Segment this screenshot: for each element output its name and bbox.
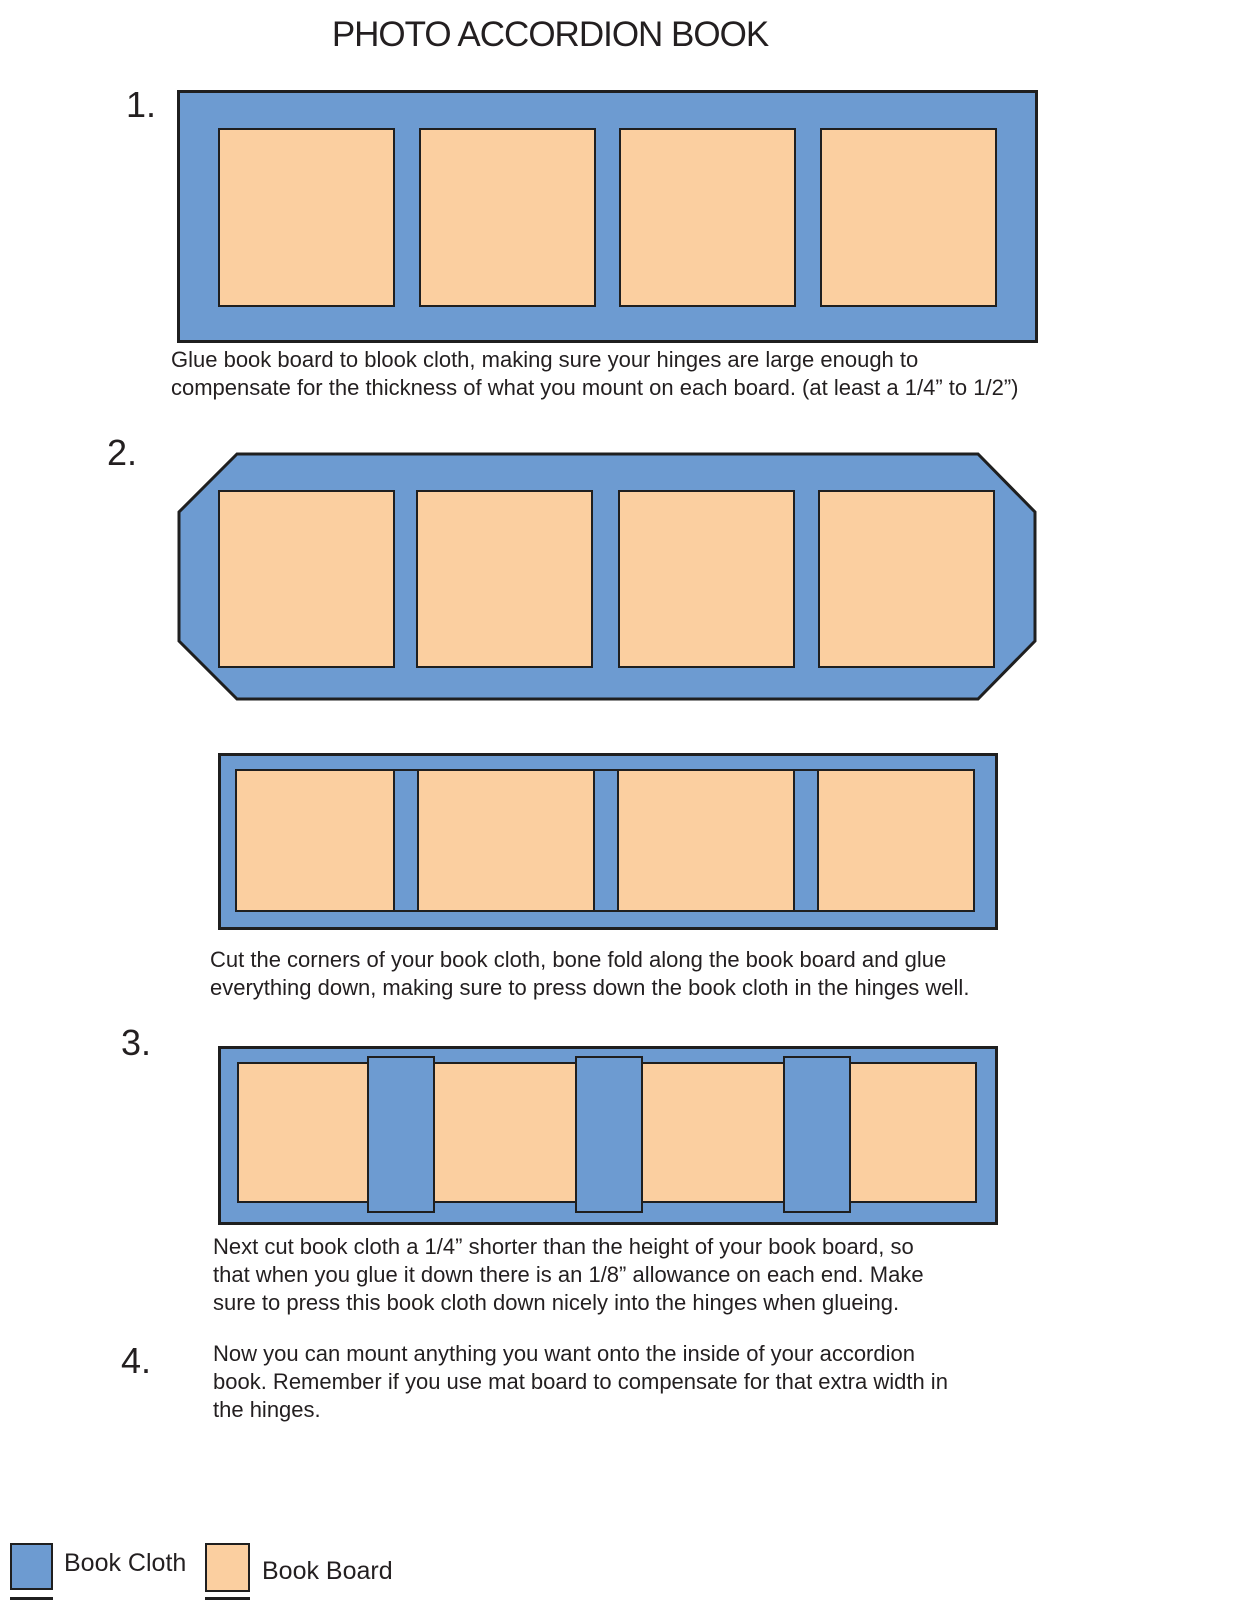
book-board (818, 490, 995, 668)
step-4-number: 4. (121, 1340, 152, 1381)
step-4-caption (213, 1340, 948, 1424)
caption-line: that when you glue it down there is an 1/8” allowance on each end. Make (213, 1262, 924, 1287)
step-3-caption (213, 1233, 924, 1317)
step-2-caption (210, 946, 969, 1002)
book-board (817, 769, 975, 912)
hinge-cloth-strip (575, 1056, 643, 1213)
legend-label-book-board: Book Board (262, 1557, 393, 1585)
hinge-cloth-strip (367, 1056, 435, 1213)
caption-line: Glue book board to blook cloth, making sure your hinges are large enough to (171, 347, 919, 372)
caption-line: compensate for the thickness of what you mount on each board. (at least a 1/4” to 1/2”) (171, 375, 1019, 400)
step-2-diagram-folded (218, 753, 998, 930)
hinge-cloth-strip (783, 1056, 851, 1213)
book-board (619, 128, 796, 307)
caption-line: Cut the corners of your book cloth, bone fold along the book board and glue (210, 947, 947, 972)
book-board (218, 128, 395, 307)
step-1-diagram-book-cloth (177, 90, 1038, 343)
book-board (641, 1062, 785, 1203)
step-3-diagram-hinge-cloth (218, 1046, 998, 1225)
step-1-number: 1. (126, 84, 157, 125)
page-title: PHOTO ACCORDION BOOK (331, 15, 769, 54)
book-board (433, 1062, 577, 1203)
book-board (419, 128, 596, 307)
hinge-strip (595, 769, 617, 912)
book-board (417, 769, 595, 912)
legend-swatch-book-cloth (10, 1543, 53, 1590)
book-board (235, 769, 395, 912)
hinge-strip (795, 769, 817, 912)
step-2-number: 2. (107, 432, 138, 473)
caption-line: sure to press this book cloth down nicely into the hinges when glueing. (213, 1290, 900, 1315)
caption-line: Now you can mount anything you want onto the inside of your accordion (213, 1341, 915, 1366)
caption-line: the hinges. (213, 1397, 321, 1422)
book-board (416, 490, 593, 668)
legend-label-book-cloth: Book Cloth (64, 1549, 187, 1577)
book-board (218, 490, 395, 668)
step-3-number: 3. (121, 1022, 152, 1063)
step-2-diagram-cut-corners (177, 452, 1038, 702)
book-board (617, 769, 795, 912)
caption-line: book. Remember if you use mat board to compensate for that extra width in (213, 1369, 948, 1394)
caption-line: everything down, making sure to press down the book cloth in the hinges well. (210, 975, 970, 1000)
caption-line: Next cut book cloth a 1/4” shorter than the height of your book board, so (213, 1234, 914, 1259)
step-1-caption (171, 346, 1018, 402)
book-board (849, 1062, 977, 1203)
book-board (820, 128, 997, 307)
book-board (237, 1062, 369, 1203)
legend-swatch-book-board (205, 1543, 250, 1592)
book-board (618, 490, 795, 668)
hinge-strip (395, 769, 417, 912)
